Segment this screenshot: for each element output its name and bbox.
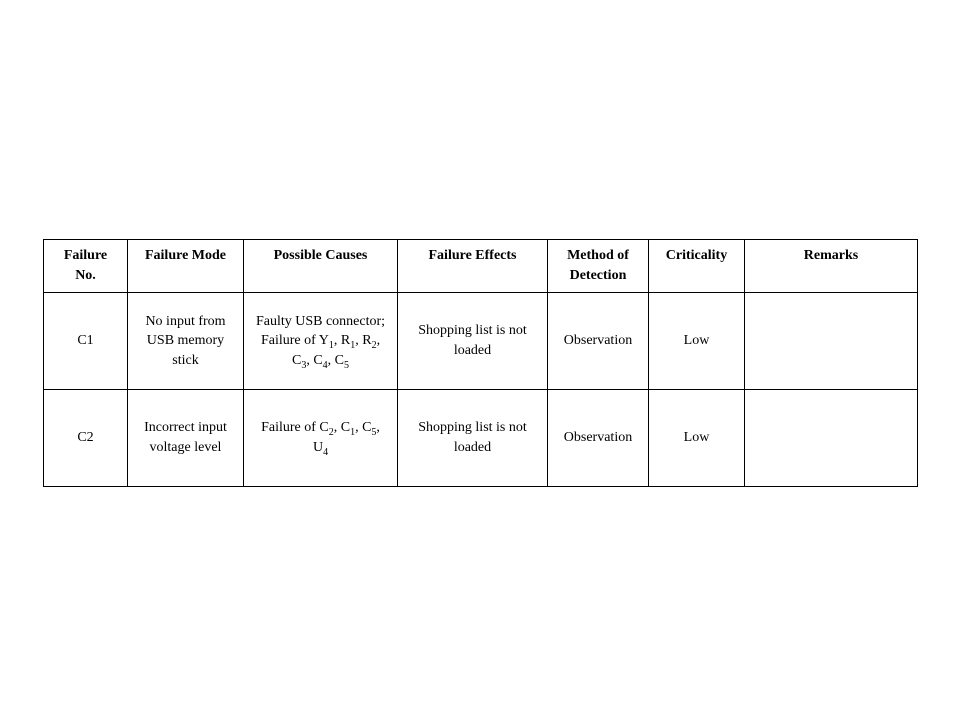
fmea-table [43,239,918,487]
table-row [44,390,918,487]
cell-failure-effects: Shopping list is not loaded [398,390,548,487]
component-designator: $C_3$ [291,352,307,371]
cell-criticality: Low [649,293,745,390]
component-designator: $C_1$ [340,420,356,439]
header-failure-effects: Failure Effects [398,240,548,293]
header-possible-causes: Possible Causes [244,240,398,293]
component-designator: $C_5$ [362,420,377,439]
cell-method-of-detection: Observation [548,390,649,487]
causes-prefix: Failure of [261,420,320,436]
cell-failure-mode: No input from USB memory stick [128,293,244,390]
header-method-of-detection: Method of Detection [548,240,649,293]
header-failure-no: Failure No. [44,240,128,293]
cell-failure-mode: Incorrect input voltage level [128,390,244,487]
header-row [44,240,918,293]
causes-prefix: Faulty USB connector; Failure of [255,313,386,349]
cell-criticality: Low [649,390,745,487]
header-criticality: Criticality [649,240,745,293]
component-designator: $R_2$ [362,333,377,351]
cell-remarks [745,390,918,487]
component-designator: $C_4$ [313,352,328,371]
header-remarks: Remarks [745,240,918,293]
component-designator: $C_5$ [334,352,350,371]
cell-failure-effects: Shopping list is not loaded [398,293,548,390]
table-row [44,293,918,390]
cell-failure-no: C2 [44,390,128,487]
component-designator: $R_1$ [340,333,356,351]
cell-possible-causes: Faulty USB connector; Failure of $Y_1$, $R_1$, $R_2$, $C_3$, $C_4$, $C_5$ [244,293,398,390]
component-designator: $U_4$ [312,440,329,458]
component-designator: $C_2$ [319,420,334,439]
cell-method-of-detection: Observation [548,293,649,390]
cell-possible-causes: Failure of $C_2$, $C_1$, $C_5$, $U_4$ [244,390,398,487]
header-failure-mode: Failure Mode [128,240,244,293]
cell-remarks [745,293,918,390]
cell-failure-no: C1 [44,293,128,390]
component-designator: $Y_1$ [318,333,334,351]
